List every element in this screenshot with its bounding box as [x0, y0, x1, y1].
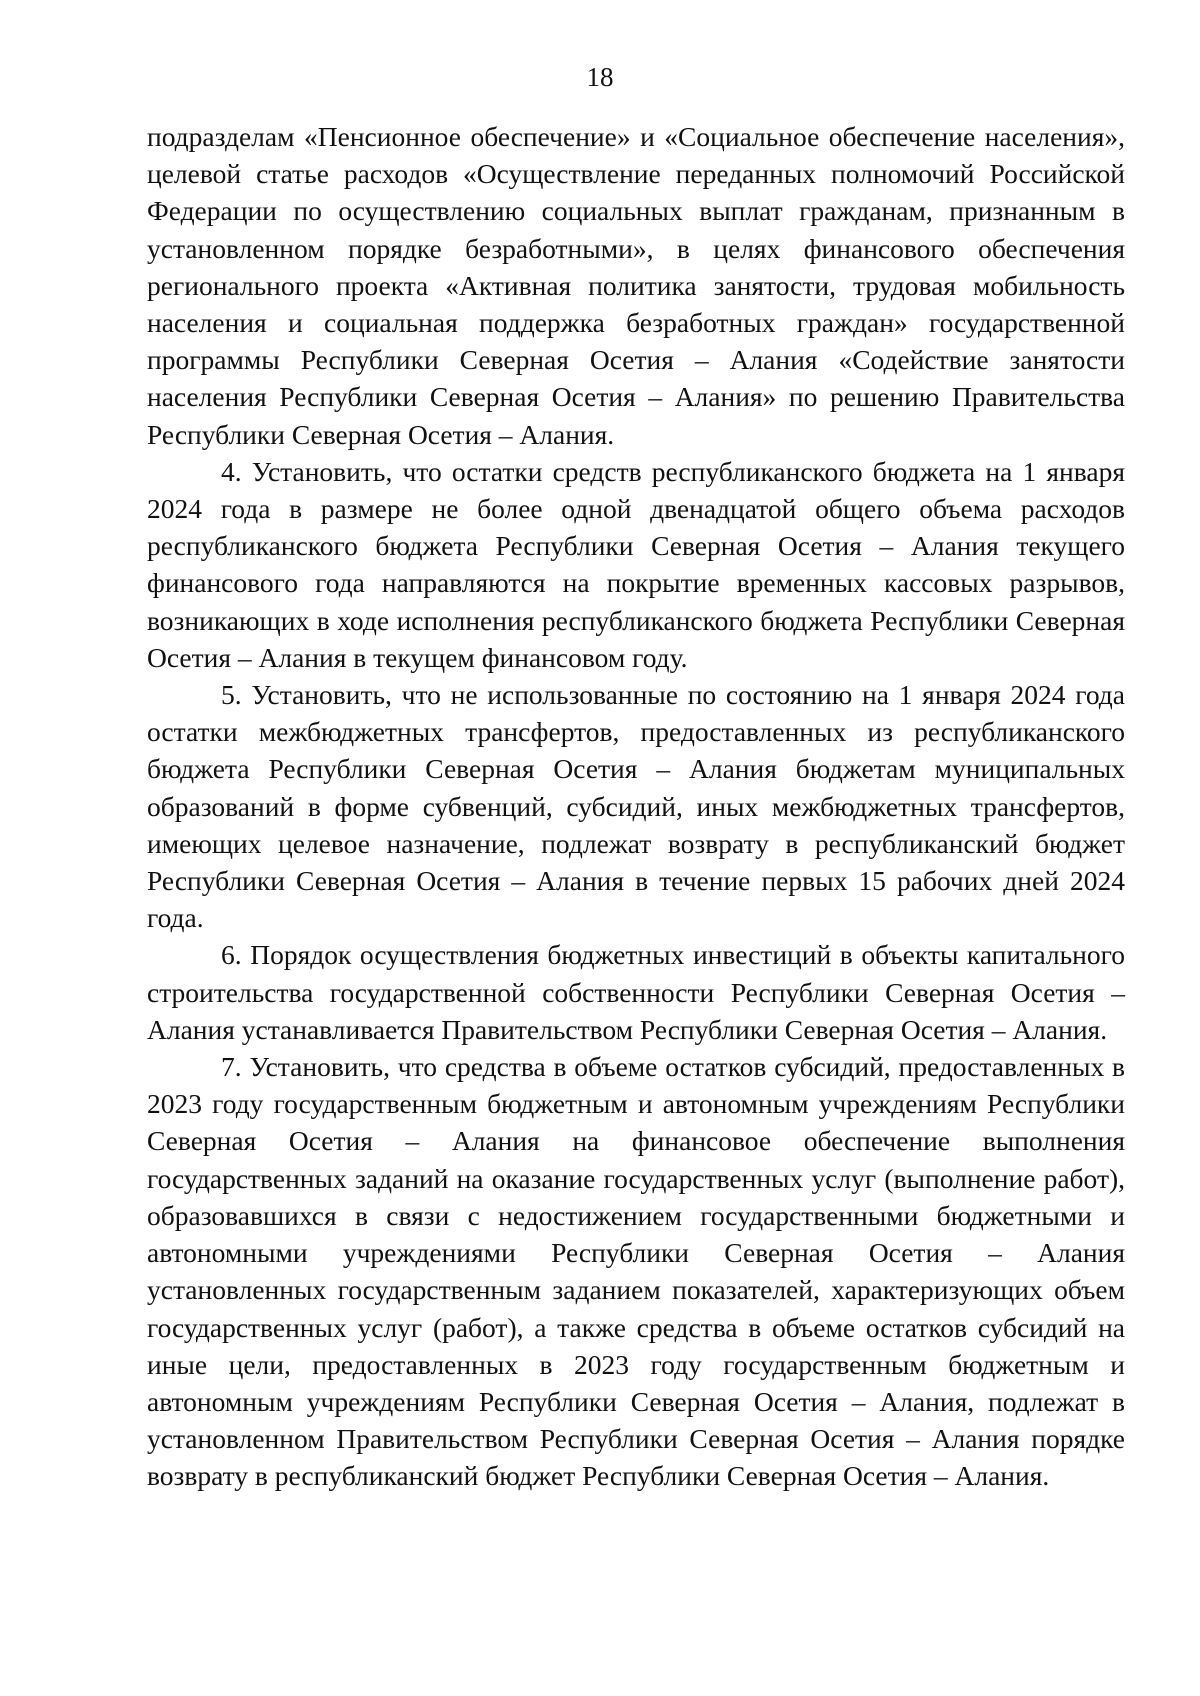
paragraph-7: 7. Установить, что средства в объеме остатков субсидий, предоставленных в 2023 году государственным бюджетным и автономным учреждениям Республики Северная Осетия – Алания на финансовое обеспечение выполнения государственных заданий на оказание государственных услуг (выполнение работ), образовавшихся в связи с недостижением государственными бюджетными и автономными учреждениями Республики Северная Осетия – Алания установленных государственным заданием показателей, характеризующих объем государственных услуг (работ), а также средства в объеме остатков субсидий на иные цели, предоставленных в 2023 году государственным бюджетным и автономным учреждениям Республики Северная Осетия – Алания, подлежат в установленном Правительством Республики Северная Осетия – Алания порядке возврату в республиканский бюджет Республики Северная Осетия – Алания.: [147, 1051, 1125, 1492]
page-number: 18: [586, 62, 614, 92]
paragraph-continuation: подразделам «Пенсионное обеспечение» и «Социальное обеспечение населения», целевой статье расходов «Осуществление переданных полномочий Российской Федерации по осуществлению социальных выплат гражданам, признанным в установленном порядке безработными», в целях финансового обеспечения регионального проекта «Активная политика занятости, трудовая мобильность населения и социальная поддержка безработных граждан» государственной программы Республики Северная Осетия – Алания «Содействие занятости населения Республики Северная Осетия – Алания» по решению Правительства Республики Северная Осетия – Алания.: [147, 121, 1125, 450]
paragraph-4: 4. Установить, что остатки средств республиканского бюджета на 1 января 2024 года в размере не более одной двенадцатой общего объема расходов республиканского бюджета Республики Северная Осетия – Алания текущего финансового года направляются на покрытие временных кассовых разрывов, возникающих в ходе исполнения республиканского бюджета Республики Северная Осетия – Алания в текущем финансовом году.: [147, 455, 1125, 673]
paragraph-5: 5. Установить, что не использованные по состоянию на 1 января 2024 года остатки межбюджетных трансфертов, предоставленных из республиканского бюджета Республики Северная Осетия – Алания бюджетам муниципальных образований в форме субвенций, субсидий, иных межбюджетных трансфертов, имеющих целевое назначение, подлежат возврату в республиканский бюджет Республики Северная Осетия – Алания в течение первых 15 рабочих дней 2024 года.: [147, 679, 1125, 934]
document-body: [147, 118, 1125, 1495]
paragraph-6: 6. Порядок осуществления бюджетных инвестиций в объекты капитального строительства государственной собственности Республики Северная Осетия – Алания устанавливается Правительством Республики Северная Осетия – Алания.: [147, 939, 1125, 1045]
